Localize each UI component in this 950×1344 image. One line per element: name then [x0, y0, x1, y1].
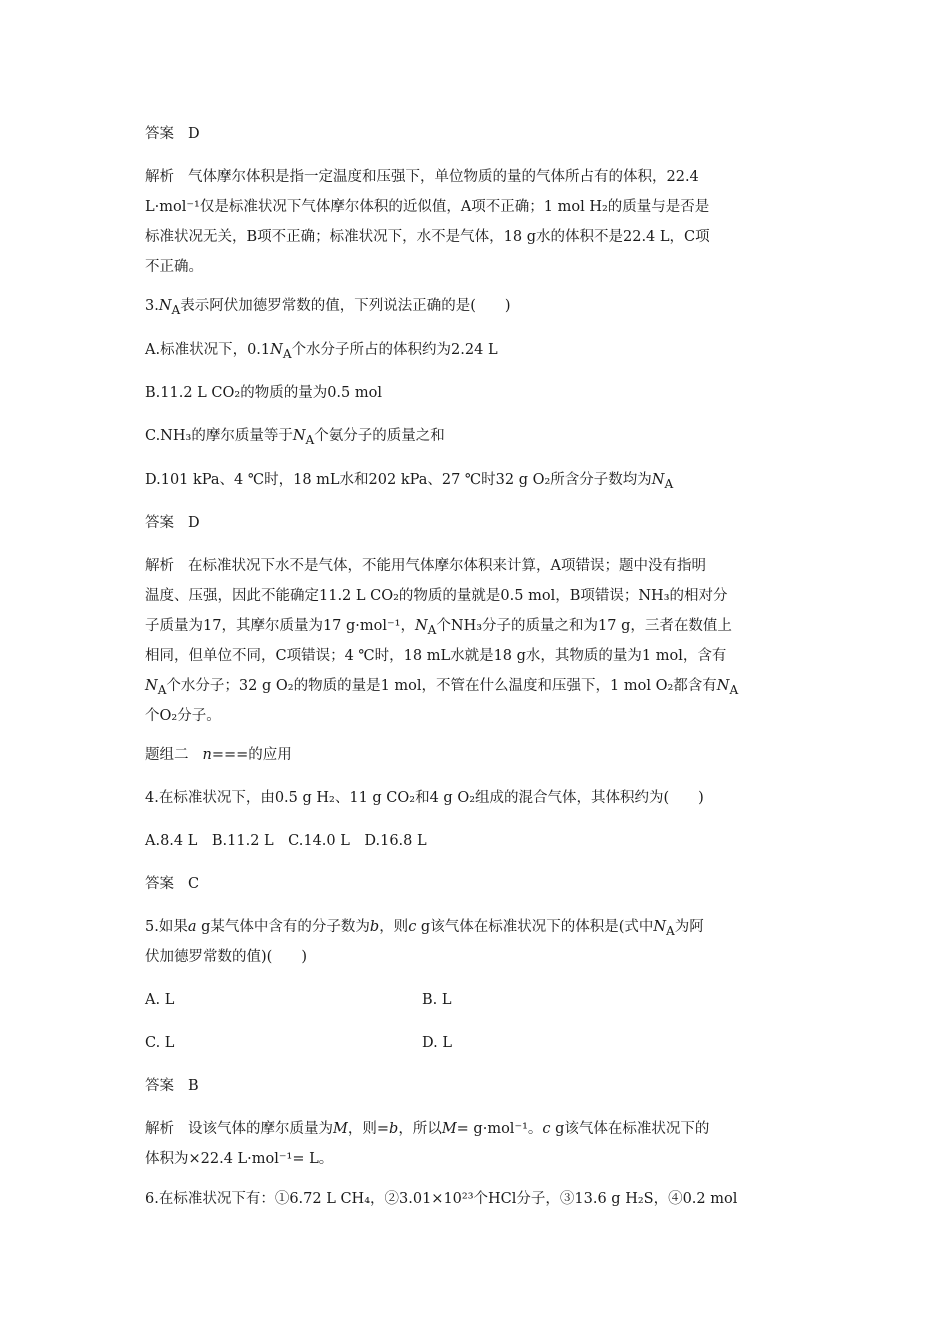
- na-subscript: A: [282, 346, 292, 361]
- analysis-text: g该气体在标准状况下的: [550, 1121, 710, 1137]
- formula-n: n: [202, 747, 212, 763]
- question-3-option-a: [145, 337, 810, 367]
- variable-m: M: [333, 1121, 348, 1137]
- question-text: 表示阿伏加德罗常数的值，下列说法正确的是( ): [180, 298, 511, 314]
- question-5-stem: [145, 914, 810, 944]
- answer-line-5: [145, 1073, 810, 1099]
- question-5-stem-cont: 伏加德罗常数的值)( ): [145, 949, 307, 965]
- analysis-line: 相同，但单位不同，C项错误；4 ℃时，18 mL水就是18 g水，其物质的量为1 mol，含有: [145, 648, 727, 664]
- analysis-text: = g·mol⁻¹。: [456, 1121, 543, 1137]
- analysis-text: 子质量为17，其摩尔质量为17 g·mol⁻¹，: [145, 618, 415, 634]
- answer-label: 答案: [145, 515, 174, 531]
- question-3-stem: [145, 293, 810, 323]
- question-text: 为阿: [674, 919, 704, 935]
- analysis-line: 标准状况无关，B项不正确；标准状况下，水不是气体，18 g水的体积不是22.4 L，C项: [145, 229, 710, 245]
- option-a: A. L: [145, 992, 175, 1008]
- option-b: B. L: [422, 992, 452, 1008]
- answer-value: D: [188, 126, 200, 142]
- analysis-label: 解析: [145, 558, 174, 574]
- question-4-stem: 4.在标准状况下，由0.5 g H₂、11 g CO₂和4 g O₂组成的混合气体，其体积约为( ): [145, 790, 704, 806]
- question-6-stem: 6.在标准状况下有：①6.72 L CH₄，②3.01×10²³个HCl分子，③13.6 g H₂S，④0.2 mol: [145, 1191, 738, 1207]
- na-symbol: N: [292, 428, 306, 444]
- analysis-label: 解析: [145, 169, 174, 185]
- na-symbol: N: [414, 618, 428, 634]
- analysis-text: 在标准状况下水不是气体，不能用气体摩尔体积来计算，A项错误；题中没有指明: [188, 558, 706, 574]
- question-3-option-b: B.11.2 L CO₂的物质的量为0.5 mol: [145, 385, 382, 401]
- question-5-options-cd: [145, 1030, 810, 1056]
- analysis-text: 设该气体的摩尔质量为: [188, 1121, 333, 1137]
- na-symbol: N: [716, 678, 730, 694]
- na-subscript: A: [157, 682, 167, 697]
- analysis-line: [145, 164, 810, 190]
- na-symbol: N: [145, 678, 158, 694]
- answer-line-1: [145, 121, 810, 147]
- answer-line-4: [145, 871, 810, 897]
- answer-value: C: [188, 876, 200, 892]
- section-text: ===的应用: [211, 747, 292, 763]
- answer-value: D: [188, 515, 200, 531]
- na-subscript: A: [664, 476, 674, 491]
- answer-value: B: [188, 1078, 199, 1094]
- analysis-line: [145, 553, 810, 579]
- option-d: D. L: [422, 1035, 452, 1051]
- variable-b: b: [389, 1121, 399, 1137]
- na-symbol: N: [651, 472, 665, 488]
- analysis-line: [145, 673, 810, 703]
- analysis-line: L·mol⁻¹仅是标准状况下气体摩尔体积的近似值，A项不正确；1 mol H₂的质量与是否是: [145, 199, 710, 215]
- analysis-text: 个NH₃分子的质量之和为17 g，三者在数值上: [436, 618, 732, 634]
- analysis-line: 体积为×22.4 L·mol⁻¹= L。: [145, 1151, 334, 1167]
- variable-a: a: [187, 919, 197, 935]
- na-symbol: N: [653, 919, 667, 935]
- na-subscript: A: [427, 622, 437, 637]
- analysis-text: ，所以: [398, 1121, 442, 1137]
- variable-c: c: [542, 1121, 551, 1137]
- question-5-options-ab: [145, 987, 810, 1013]
- variable-b: b: [369, 919, 380, 935]
- answer-label: 答案: [145, 1078, 174, 1094]
- analysis-line: 温度、压强，因此不能确定11.2 L CO₂的物质的量就是0.5 mol，B项错误；NH₃的相对分: [145, 588, 728, 604]
- option-c: C. L: [145, 1035, 175, 1051]
- option-text: D.101 kPa、4 ℃时，18 mL水和202 kPa、27 ℃时32 g O₂所含分子数均为: [145, 472, 652, 488]
- option-text: A.标准状况下，0.1: [145, 342, 271, 358]
- na-subscript: A: [305, 432, 315, 447]
- variable-c: c: [408, 919, 417, 935]
- analysis-line: [145, 613, 810, 643]
- na-symbol: N: [270, 342, 283, 358]
- option-text: C.NH₃的摩尔质量等于: [145, 428, 293, 444]
- variable-m: M: [441, 1121, 457, 1137]
- question-text: g某气体中含有的分子数为: [196, 919, 370, 935]
- question-text: g该气体在标准状况下的体积是(式中: [416, 919, 654, 935]
- na-symbol: N: [158, 298, 172, 314]
- question-4-options: A.8.4 L B.11.2 L C.14.0 L D.16.8 L: [145, 833, 427, 849]
- answer-label: 答案: [145, 876, 174, 892]
- question-number: 3.: [145, 298, 159, 314]
- analysis-line: [145, 1116, 810, 1142]
- option-text: 个水分子所占的体积约为2.24 L: [291, 342, 498, 358]
- question-3-option-d: [145, 467, 810, 497]
- question-text: 5.如果: [145, 919, 188, 935]
- analysis-line: 不正确。: [145, 259, 203, 275]
- na-subscript: A: [666, 923, 675, 938]
- section-heading: [145, 742, 810, 768]
- analysis-text: 个水分子；32 g O₂的物质的量是1 mol，不管在什么温度和压强下，1 mol O₂都含有: [166, 678, 717, 694]
- analysis-text: 气体摩尔体积是指一定温度和压强下，单位物质的量的气体所占有的体积，22.4: [188, 169, 699, 185]
- answer-line-3: [145, 510, 810, 536]
- answer-label: 答案: [145, 126, 174, 142]
- question-text: ，则: [379, 919, 409, 935]
- option-text: 个氨分子的质量之和: [314, 428, 445, 444]
- na-subscript: A: [171, 302, 181, 317]
- analysis-line: 个O₂分子。: [145, 708, 221, 724]
- na-subscript: A: [729, 682, 739, 697]
- section-label: 题组二: [145, 747, 189, 763]
- analysis-text: ，则=: [347, 1121, 390, 1137]
- question-3-option-c: [145, 423, 810, 453]
- analysis-label: 解析: [145, 1121, 174, 1137]
